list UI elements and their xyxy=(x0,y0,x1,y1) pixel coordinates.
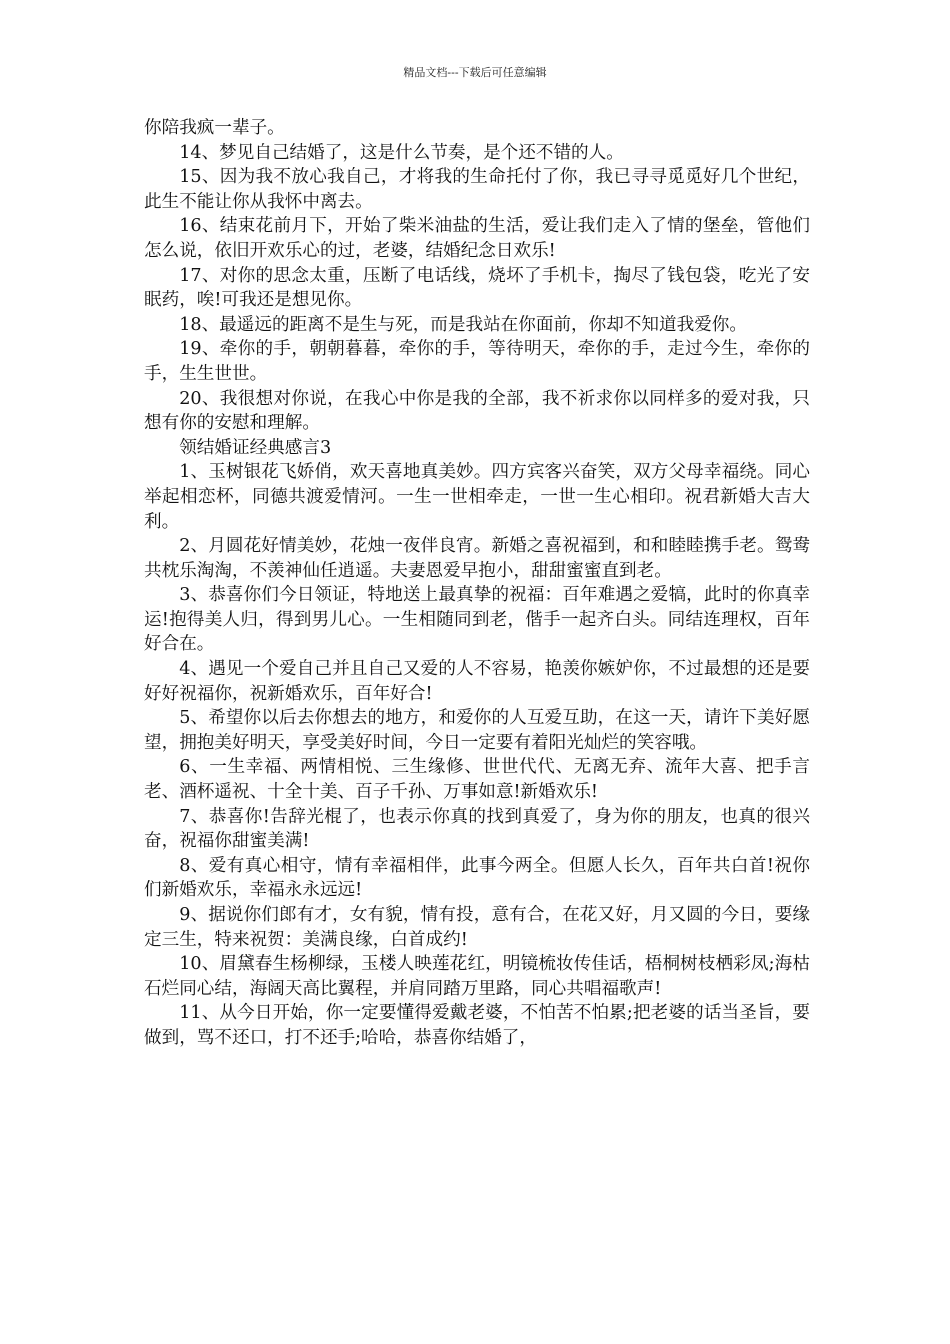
paragraph: 5、希望你以后去你想去的地方，和爱你的人互爱互助，在这一天，请许下美好愿望，拥抱美好明天，享受美好时间，今日一定要有着阳光灿烂的笑容哦。 xyxy=(144,708,810,753)
paragraph: 10、眉黛春生杨柳绿，玉楼人映莲花红，明镜梳妆传佳话，梧桐树枝栖彩凤;海枯石烂同心结，海阔天高比翼程，并肩同踏万里路，同心共唱福歌声! xyxy=(144,954,810,999)
document-body xyxy=(144,116,810,1051)
paragraph: 领结婚证经典感言3 xyxy=(179,437,332,458)
paragraph: 14、梦见自己结婚了，这是什么节奏，是个还不错的人。 xyxy=(179,142,624,163)
paragraph: 你陪我疯一辈子。 xyxy=(144,118,285,138)
paragraph: 4、遇见一个爱自己并且自己又爱的人不容易，艳羡你嫉妒你，不过最想的还是要好好祝福你，祝新婚欢乐，百年好合! xyxy=(144,659,810,704)
paragraph: 20、我很想对你说，在我心中你是我的全部，我不祈求你以同样多的爱对我，只想有你的安慰和理解。 xyxy=(144,388,810,434)
paragraph: 15、因为我不放心我自己，才将我的生命托付了你，我已寻寻觅觅好几个世纪，此生不能让你从我怀中离去。 xyxy=(144,167,810,212)
paragraph: 2、月圆花好情美妙，花烛一夜伴良宵。新婚之喜祝福到，和和睦睦携手老。鸳鸯共枕乐淘淘，不羡神仙任逍遥。夫妻恩爱早抱小，甜甜蜜蜜直到老。 xyxy=(144,536,810,581)
paragraph: 9、据说你们郎有才，女有貌，情有投，意有合，在花又好，月又圆的今日，要缘定三生，特来祝贺：美满良缘，白首成约! xyxy=(144,905,810,950)
paragraph: 16、结束花前月下，开始了柴米油盐的生活，爱让我们走入了情的堡垒，管他们怎么说，依旧开欢乐心的过，老婆，结婚纪念日欢乐! xyxy=(144,216,810,261)
paragraph: 7、恭喜你!告辞光棍了，也表示你真的找到真爱了，身为你的朋友，也真的很兴奋，祝福你甜蜜美满! xyxy=(144,806,810,852)
paragraph: 8、爱有真心相守，情有幸福相伴，此事今两全。但愿人长久，百年共白首!祝你们新婚欢乐，幸福永永远远! xyxy=(144,855,810,901)
paragraph: 1、玉树银花飞娇俏，欢天喜地真美妙。四方宾客兴奋笑，双方父母幸福绕。同心举起相恋杯，同德共渡爱情河。一生一世相牵走，一世一生心相印。祝君新婚大吉大利。 xyxy=(144,462,810,532)
paragraph: 3、恭喜你们今日领证，特地送上最真挚的祝福：百年难遇之爱犒，此时的你真幸运!抱得美人归，得到男儿心。一生相随同到老，偕手一起齐白头。同结连理权，百年好合在。 xyxy=(144,585,810,655)
paragraph: 11、从今日开始，你一定要懂得爱戴老婆，不怕苦不怕累;把老婆的话当圣旨，要做到，骂不还口，打不还手;哈哈，恭喜你结婚了， xyxy=(144,1003,810,1048)
paragraph: 17、对你的思念太重，压断了电话线，烧坏了手机卡，掏尽了钱包袋，吃光了安眠药，唉!可我还是想见你。 xyxy=(144,265,810,311)
paragraph: 18、最遥远的距离不是生与死，而是我站在你面前，你却不知道我爱你。 xyxy=(179,314,747,335)
page-header: 精品文档---下载后可任意编辑 xyxy=(403,66,547,79)
paragraph: 6、一生幸福、两情相悦、三生缘修、世世代代、无离无弃、流年大喜、把手言老、酒杯遥祝、十全十美、百子千孙、万事如意!新婚欢乐! xyxy=(144,757,810,803)
paragraph: 19、牵你的手，朝朝暮暮，牵你的手，等待明天，牵你的手，走过今生，牵你的手，生生世世。 xyxy=(144,339,810,384)
